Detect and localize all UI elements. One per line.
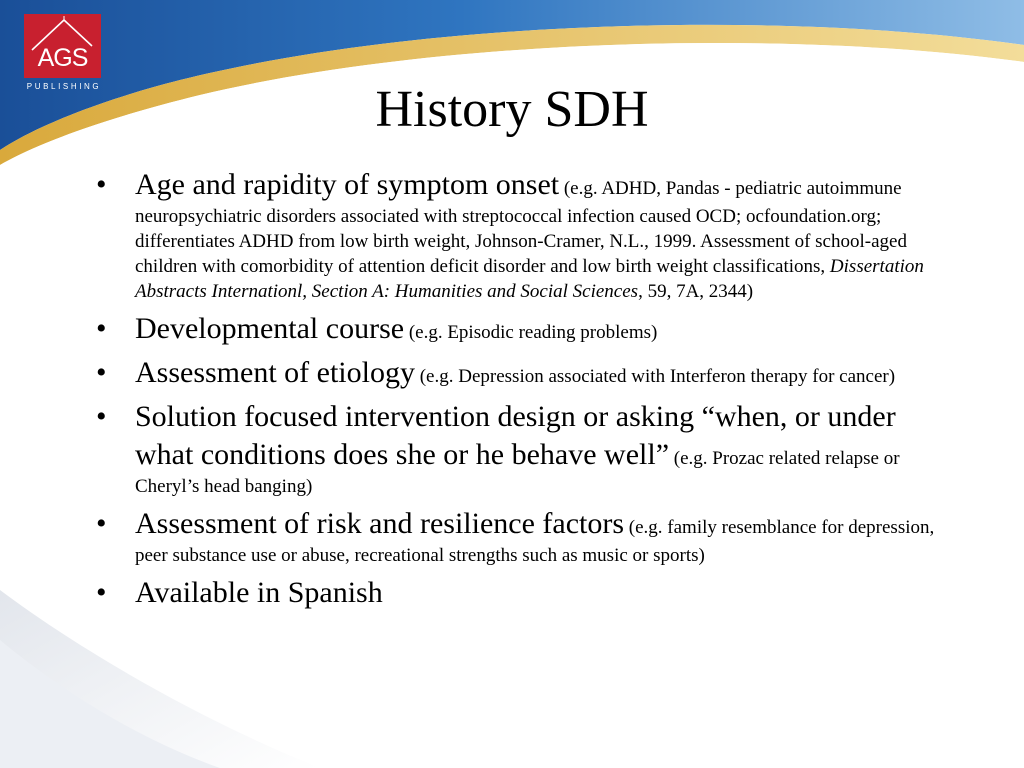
logo-subtitle: PUBLISHING	[26, 82, 102, 91]
bullet-detail-text: (e.g. ADHD, Pandas - pediatric autoimmune neuropsychiatric disorders associated with streptococcal infection caused OCD; ocfoundation.org; differentiates ADHD from low birth weight, Johnson-Cramer, N.L., 1999. Assessment of school-aged children with comorbidity of attention deficit disorder and low birth weight classifications,	[135, 178, 907, 277]
slide-title: History SDH	[375, 81, 649, 138]
bullet-dot: •	[96, 576, 107, 609]
ags-logo	[24, 14, 101, 78]
bullet-list	[96, 166, 956, 618]
bullet-main-text: Assessment of risk and resilience factors	[135, 507, 625, 540]
bullet-item	[96, 166, 956, 304]
bullet-main-text: Available in Spanish	[135, 576, 383, 609]
bullet-main-text: Solution focused intervention design or asking “when, or under what conditions does she or he behave well”	[135, 400, 896, 471]
bullet-item	[96, 310, 956, 348]
bullet-main-text: Developmental course	[135, 312, 405, 345]
bullet-detail-text: (e.g. Depression associated with Interferon therapy for cancer)	[414, 366, 896, 387]
bullet-detail-text: (e.g. family resemblance for depression, peer substance use or abuse, recreational strengths such as music or sports)	[135, 517, 935, 566]
bullet-main-text: Assessment of etiology	[135, 356, 415, 389]
bullet-detail-end-text: , 59, 7A, 2344)	[638, 281, 754, 302]
bullet-dot: •	[96, 168, 107, 201]
bullet-dot: •	[96, 312, 107, 345]
bullet-main-text: Age and rapidity of symptom onset	[135, 168, 560, 201]
bullet-detail-text: (e.g. Episodic reading problems)	[404, 322, 658, 343]
bullet-dot: •	[96, 507, 107, 540]
bullet-item	[96, 398, 956, 499]
bullet-detail-text: (e.g. Prozac related relapse or Cheryl’s head banging)	[135, 448, 900, 497]
bullet-dot: •	[96, 356, 107, 389]
bullet-detail-italic-text: Dissertation Abstracts Internationl, Section A: Humanities and Social Sciences	[135, 256, 924, 302]
bullet-item	[96, 354, 956, 392]
bullet-item	[96, 505, 956, 568]
logo-name: AGS	[37, 44, 88, 72]
bullet-dot: •	[96, 400, 107, 433]
bullet-item	[96, 574, 956, 612]
